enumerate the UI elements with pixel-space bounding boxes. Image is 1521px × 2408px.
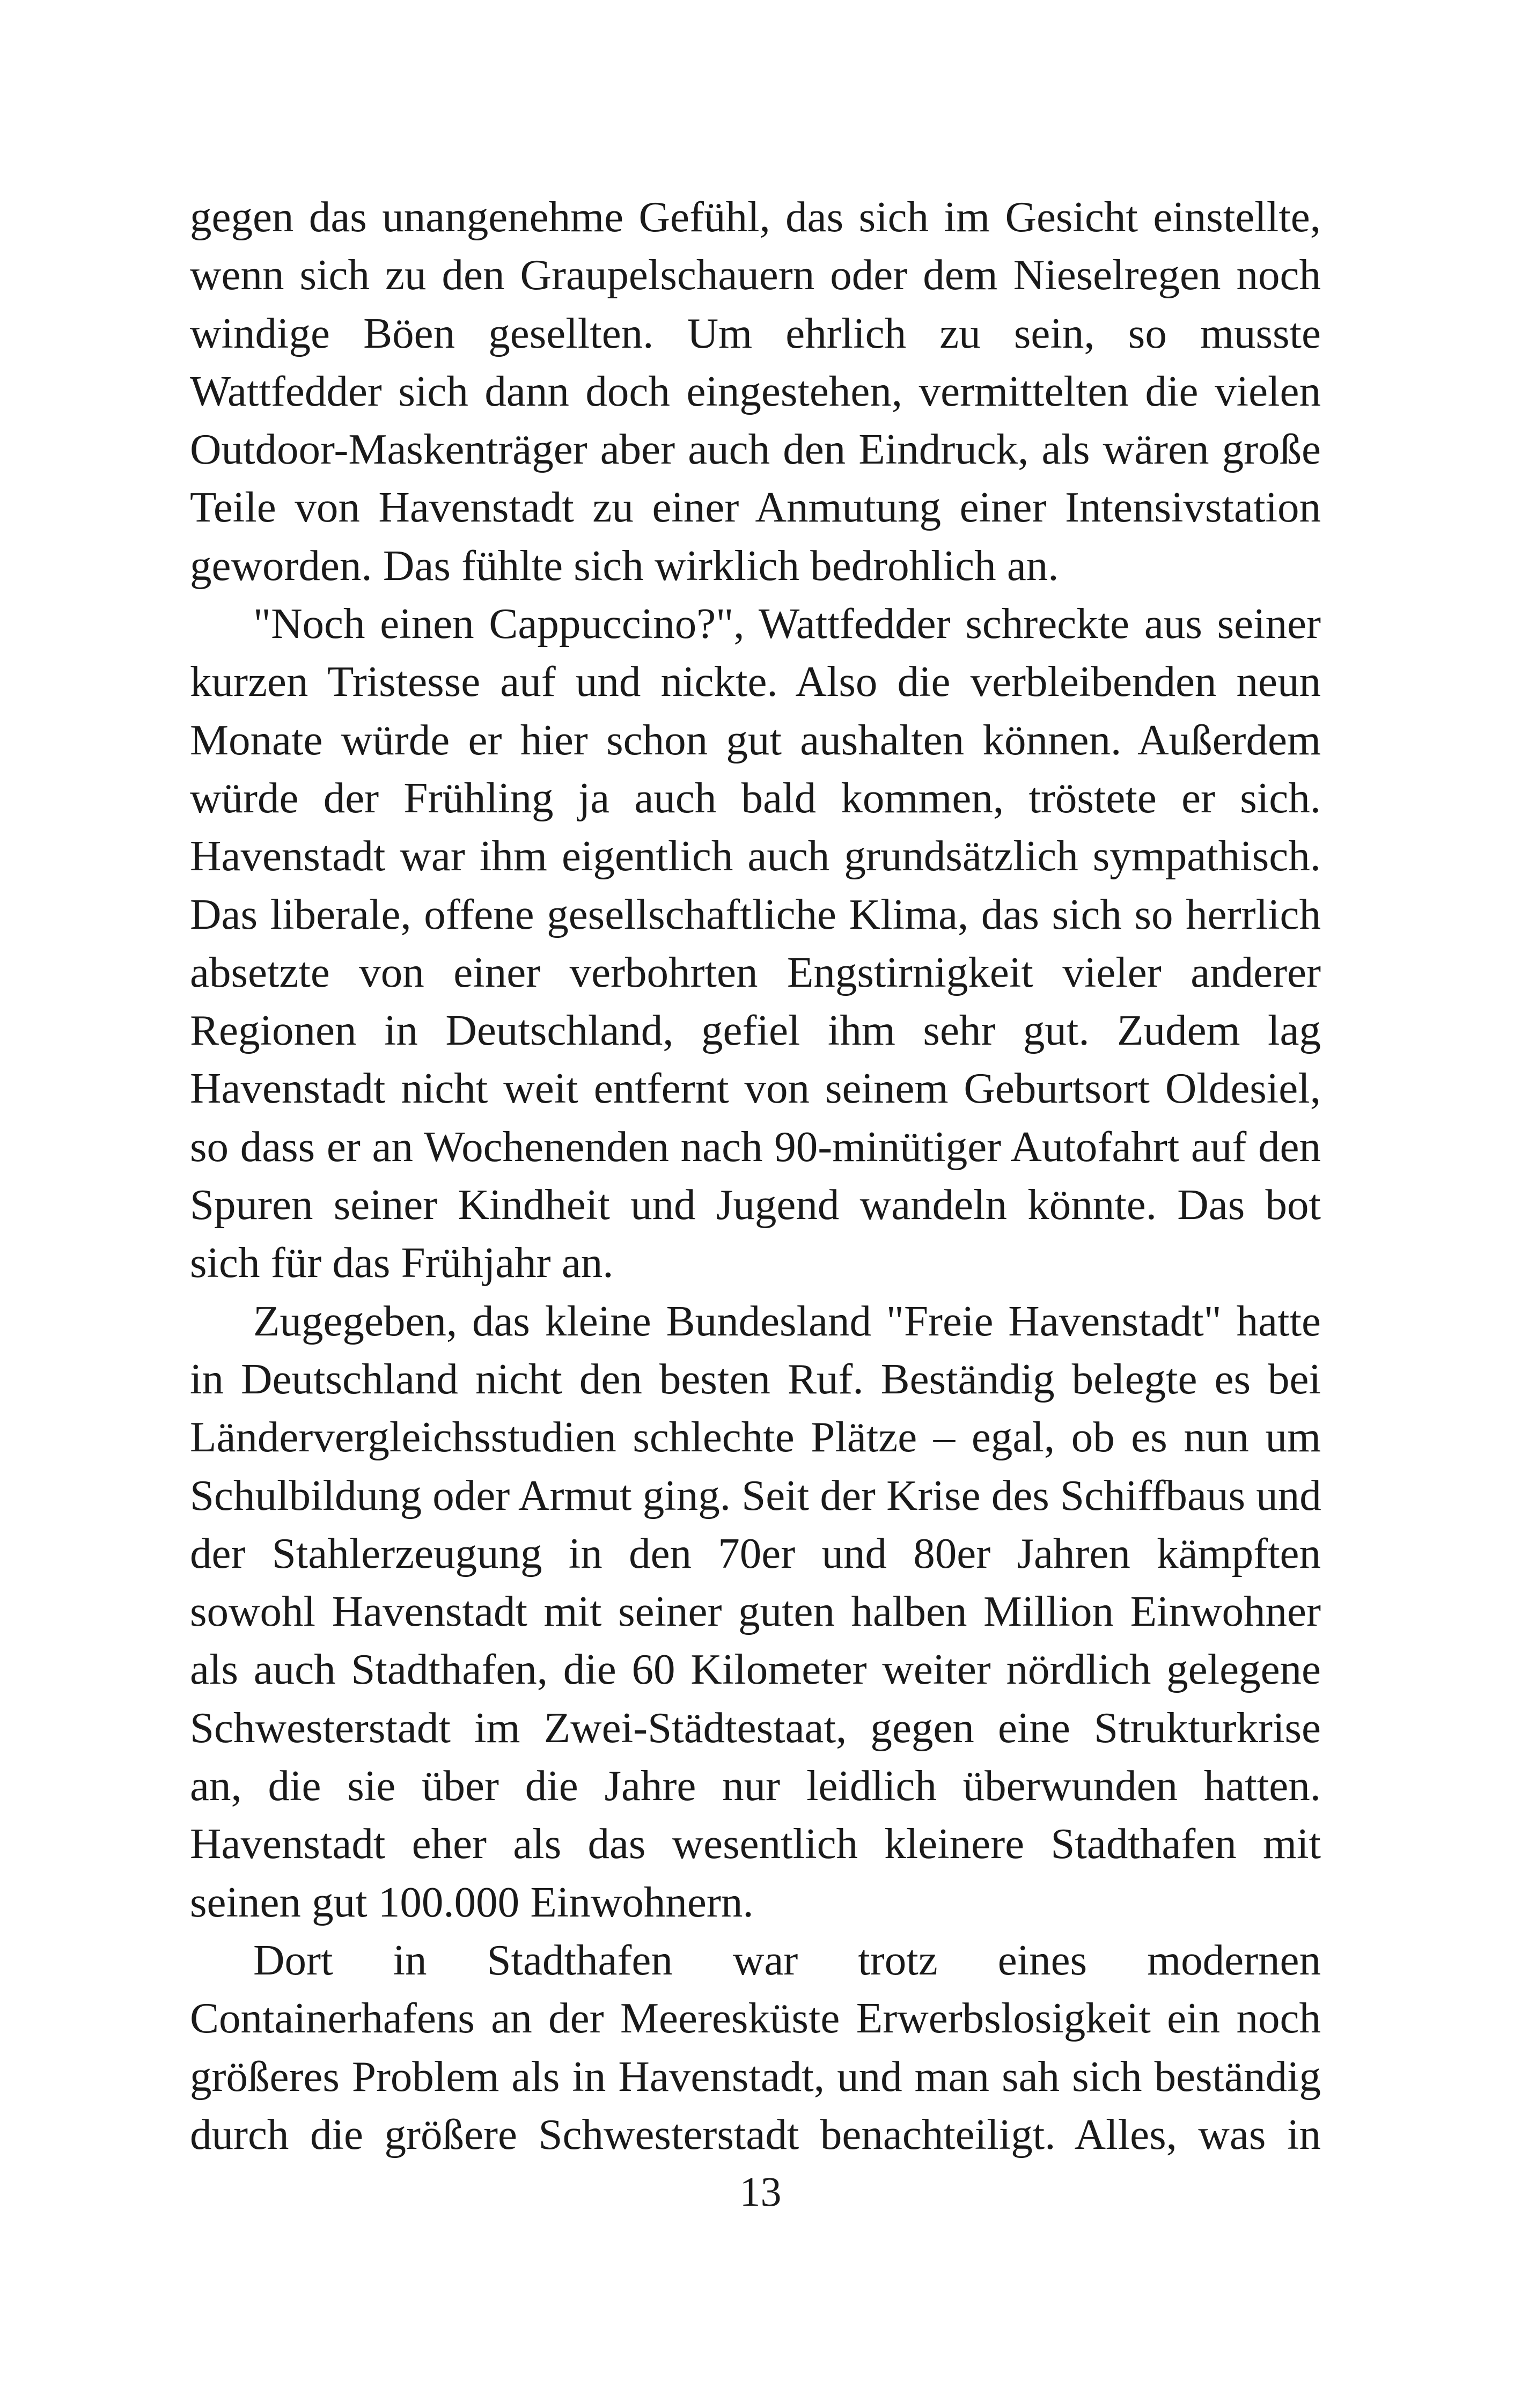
text-line: Spuren seiner Kindheit und Jugend wandeln könnte. Das bot	[190, 1180, 1321, 1229]
text-line: als auch Stadthafen, die 60 Kilometer weiter nördlich gelegene	[190, 1645, 1321, 1694]
text-line: der Stahlerzeugung in den 70er und 80er Jahren kämpften	[190, 1529, 1321, 1577]
text-line: geworden. Das fühlte sich wirklich bedrohlich an.	[190, 541, 1059, 590]
text-line: Monate würde er hier schon gut aushalten können. Außerdem	[190, 715, 1321, 764]
text-line: Ländervergleichsstudien schlechte Plätze – egal, ob es nun um	[190, 1413, 1321, 1462]
text-line: Das liberale, offene gesellschaftliche Klima, das sich so herrlich	[190, 890, 1321, 938]
paragraph	[190, 594, 1321, 1292]
text-line: Outdoor-Maskenträger aber auch den Eindruck, als wären große	[190, 425, 1321, 474]
paragraph	[190, 188, 1321, 594]
page-number: 13	[739, 2168, 782, 2215]
text-line: so dass er an Wochenenden nach 90-minütiger Autofahrt auf den	[190, 1122, 1321, 1171]
text-line: wenn sich zu den Graupelschauern oder dem Nieselregen noch	[190, 251, 1321, 299]
text-line: gegen das unangenehme Gefühl, das sich im Gesicht einstellte,	[190, 193, 1321, 241]
paragraph	[190, 1931, 1321, 2163]
body-text	[190, 188, 1321, 2163]
text-line: "Noch einen Cappuccino?", Wattfedder schreckte aus seiner	[253, 599, 1321, 648]
text-line: Wattfedder sich dann doch eingestehen, vermittelten die vielen	[190, 366, 1321, 415]
text-line: Havenstadt eher als das wesentlich kleinere Stadthafen mit	[190, 1819, 1321, 1868]
text-line: absetzte von einer verbohrten Engstirnigkeit vieler anderer	[190, 948, 1321, 996]
text-line: Schwesterstadt im Zwei-Städtestaat, gegen eine Strukturkrise	[190, 1703, 1321, 1752]
text-line: Schulbildung oder Armut ging. Seit der Krise des Schiffbaus und	[190, 1471, 1321, 1519]
text-line: sowohl Havenstadt mit seiner guten halben Million Einwohner	[190, 1587, 1321, 1636]
text-line: Dort in Stadthafen war trotz eines modernen	[253, 1935, 1321, 1984]
paragraph	[190, 1292, 1321, 1931]
text-line: Teile von Havenstadt zu einer Anmutung einer Intensivstation	[190, 483, 1321, 532]
text-line: in Deutschland nicht den besten Ruf. Beständig belegte es bei	[190, 1354, 1321, 1403]
text-line: durch die größere Schwesterstadt benachteiligt. Alles, was in	[190, 2110, 1321, 2159]
text-line: seinen gut 100.000 Einwohnern.	[190, 1877, 754, 1926]
text-line: Havenstadt nicht weit entfernt von seinem Geburtsort Oldesiel,	[190, 1064, 1321, 1113]
text-line: Regionen in Deutschland, gefiel ihm sehr gut. Zudem lag	[190, 1006, 1321, 1055]
text-line: größeres Problem als in Havenstadt, und man sah sich beständig	[190, 2052, 1321, 2101]
text-line: Zugegeben, das kleine Bundesland "Freie Havenstadt" hatte	[253, 1296, 1321, 1345]
text-line: Havenstadt war ihm eigentlich auch grundsätzlich sympathisch.	[190, 832, 1321, 880]
text-line: Containerhafens an der Meeresküste Erwerbslosigkeit ein noch	[190, 1994, 1321, 2043]
text-line: windige Böen gesellten. Um ehrlich zu sein, so musste	[190, 309, 1321, 357]
text-line: sich für das Frühjahr an.	[190, 1238, 614, 1287]
text-line: an, die sie über die Jahre nur leidlich überwunden hatten.	[190, 1761, 1321, 1810]
text-line: kurzen Tristesse auf und nickte. Also die verbleibenden neun	[190, 657, 1321, 706]
text-line: würde der Frühling ja auch bald kommen, tröstete er sich.	[190, 773, 1321, 822]
